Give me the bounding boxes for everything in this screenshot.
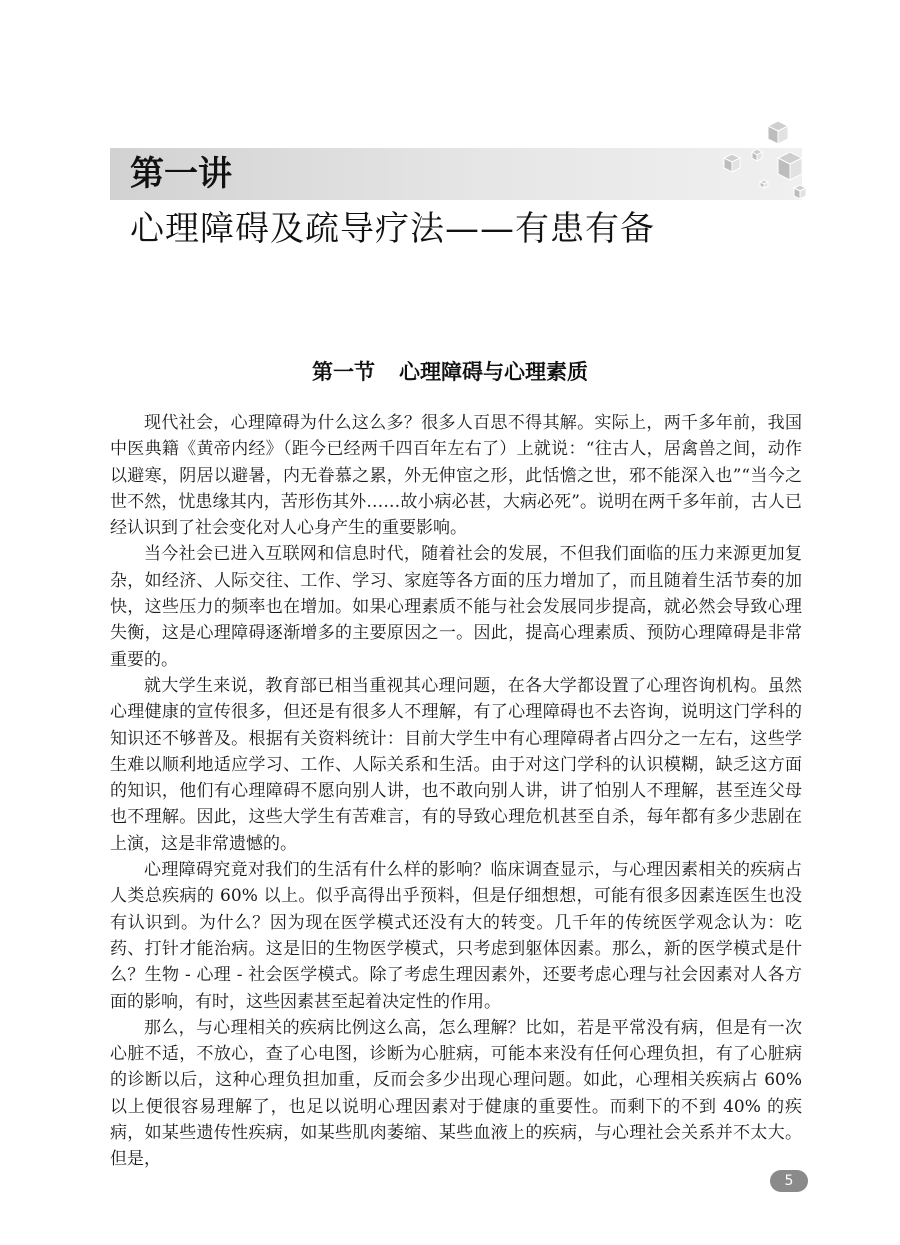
paragraph: 现代社会，心理障碍为什么这么多？很多人百思不得其解。实际上，两千多年前，我国中医典籍《黄帝内经》（距今已经两千四百年左右了）上就说：“往古人，居禽兽之间，动作以避寒，阴居以避暑，内无眷慕之累，外无伸宦之形，此恬憺之世，邪不能深入也”“当今之世不然，忧患缘其内，苦形伤其外……故小病必甚，大病必死”。说明在两千多年前，古人已经认识到了社会变化对人心身产生的重要影响。: [110, 413, 802, 539]
section-number: 第一节: [312, 360, 375, 384]
section-title: 心理障碍与心理素质: [399, 360, 588, 384]
page-number: 5: [770, 1170, 808, 1192]
paragraph: 心理障碍究竟对我们的生活有什么样的影响？临床调查显示，与心理因素相关的疾病占人类总疾病的 60% 以上。似乎高得出乎预料，但是仔细想想，可能有很多因素连医生也没有认识到。为什么？因为现在医学模式还没有大的转变。几千年的传统医学观念认为：吃药、打针才能治病。这是旧的生物医学模式，只考虑到躯体因素。那么，新的医学模式是什么？生物 - 心理 - 社会医学模式。除了考虑生理因素外，还要考虑心理与社会因素对人各方面的影响，有时，这些因素甚至起着决定性的作用。: [110, 860, 802, 1012]
body-text: [110, 410, 802, 1173]
paragraph: 那么，与心理相关的疾病比例这么高，怎么理解？比如，若是平常没有病，但是有一次心脏不适，不放心，查了心电图，诊断为心脏病，可能本来没有任何心理负担，有了心脏病的诊断以后，这种心理负担加重，反而会多少出现心理问题。如此，心理相关疾病占 60% 以上便很容易理解了，也足以说明心理因素对于健康的重要性。而剩下的不到 40% 的疾病，如某些遗传性疾病，如某些肌肉萎缩、某些血液上的疾病，与心理社会关系并不太大。但是，: [110, 1017, 802, 1170]
section-heading: [0, 357, 900, 387]
chapter-title: 心理障碍及疏导疗法——有患有备: [130, 209, 655, 249]
paragraph: 就大学生来说，教育部已相当重视其心理问题，在各大学都设置了心理咨询机构。虽然心理健康的宣传很多，但还是有很多人不理解，有了心理障碍也不去咨询，说明这门学科的知识还不够普及。根据有关资料统计：目前大学生中有心理障碍者占四分之一左右，这些学生难以顺利地适应学习、工作、人际关系和生活。由于对这门学科的认识模糊，缺乏这方面的知识，他们有心理障碍不愿向别人讲，也不敢向别人讲，讲了怕别人不理解，甚至连父母也不理解。因此，这些大学生有苦难言，有的导致心理危机甚至自杀，每年都有多少悲剧在上演，这是非常遗憾的。: [110, 675, 802, 854]
lecture-label: 第一讲: [130, 154, 232, 194]
paragraph: 当今社会已进入互联网和信息时代，随着社会的发展，不但我们面临的压力来源更加复杂，如经济、人际交往、工作、学习、家庭等各方面的压力增加了，而且随着生活节奏的加快，这些压力的频率也在增加。如果心理素质不能与社会发展同步提高，就必然会导致心理失衡，这是心理障碍逐渐增多的主要原因之一。因此，提高心理素质、预防心理障碍是非常重要的。: [110, 544, 802, 670]
decorative-cubes-icon: [720, 118, 810, 210]
